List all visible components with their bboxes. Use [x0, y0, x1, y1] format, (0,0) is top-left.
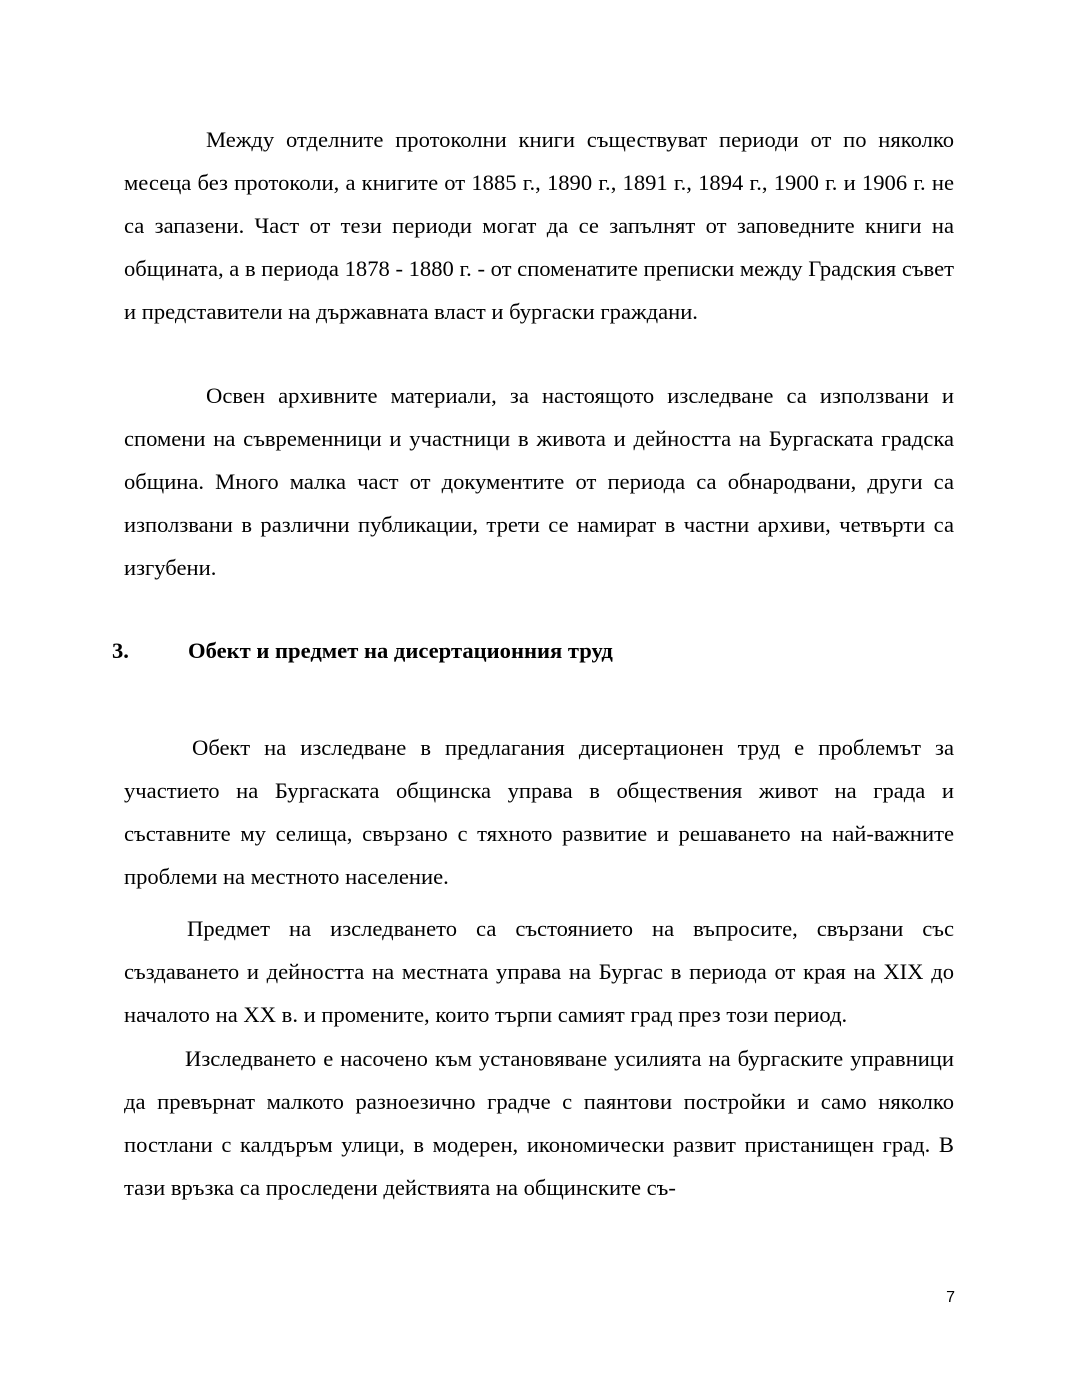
paragraph-other-sources: Освен архивните материали, за настоящото изследване са използвани и спомени на съвременници и участници в живота и дейността на Бургаската градска община. Много малка част от документите от периода са обнародвани, други са използвани в различни публикации, трети се намират в частни архиви, четвърти са изгубени. — [124, 383, 954, 581]
paragraph-research-subject: Предмет на изследването са състоянието на въпросите, свързани със създаването и дейността на местната управа на Бургас в периода от края на XIX до началото на XX в. и промените, които търпи самият град през този период. — [124, 916, 954, 1028]
section-heading — [112, 633, 912, 669]
page-number: 7 — [946, 1289, 955, 1306]
paragraph-research-focus: Изследването е насочено към установяване усилията на бургаските управници да превърнат малкото разноезично градче с паянтови постройки и само няколко постлани с калдъръм улици, в модерен, икономически развит пристанищен град. В тази връзка са проследени действията на общинските съ- — [124, 1046, 954, 1201]
paragraph-research-object: Обект на изследване в предлагания дисертационен труд е проблемът за участието на Бургаската общинска управа в обществения живот на града и съставните му селища, свързано с тяхното развитие и решаването на най-важните проблеми на местното население. — [124, 735, 954, 890]
section-title: Обект и предмет на дисертационния труд — [188, 638, 613, 663]
paragraph-archive-gaps: Между отделните протоколни книги съществуват периоди от по няколко месеца без протоколи, а книгите от 1885 г., 1890 г., 1891 г., 1894 г., 1900 г. и 1906 г. не са запазени. Част от тези периоди могат да се запълнят от заповедните книги на общината, а в периода 1878 - 1880 г. - от споменатите преписки между Градския съвет и представители на държавната власт и бургаски граждани. — [124, 127, 954, 325]
section-number: 3. — [112, 638, 129, 663]
